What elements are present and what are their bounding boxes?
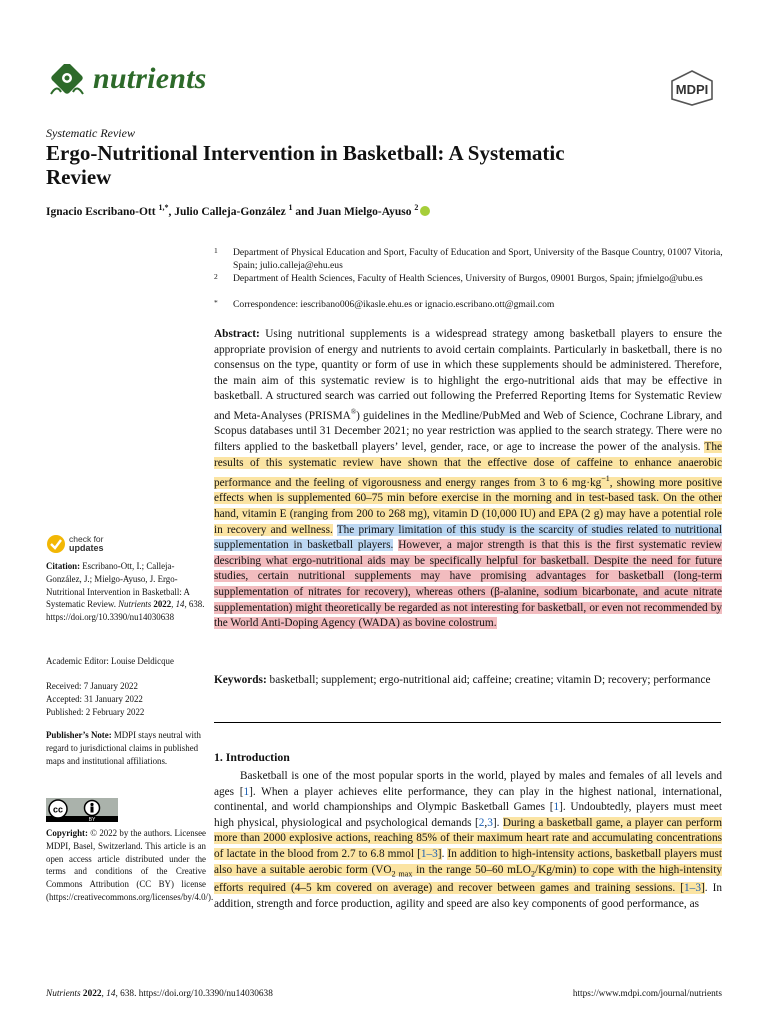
author-affiliation-mark: 2 [414, 203, 419, 212]
journal-name: nutrients [93, 62, 207, 95]
copyright-text: © 2022 by the authors. Licensee MDPI, Basel, Switzerland. This article is an open access article distributed under the terms and conditions of the Creative Commons Attribution (CC BY) license (https://creativecommons.org/licenses/by/4.0/). [46, 828, 214, 902]
body-text: . [441, 847, 448, 860]
check-line-1: check for [69, 534, 104, 544]
citation-doi[interactable]: , 638. https://doi.org/10.3390/nu14030638 [46, 599, 205, 623]
affiliation-number: * [214, 298, 218, 307]
footer-doi[interactable]: , 638. https://doi.org/10.3390/nu14030638 [115, 989, 273, 999]
publisher-note-label: Publisher’s Note: [46, 730, 112, 740]
body-text: Basketball is one of the most popular sports in the world, played by males and females of all levels and ages [ [214, 770, 722, 798]
footer-journal-url[interactable]: https://www.mdpi.com/journal/nutrients [572, 989, 722, 999]
journal-logo-icon [47, 64, 87, 98]
abstract-text: The results of this systematic review have shown that the effective dose of caffeine to enhance anaerobic performance and the feeling of vigorousness and energy ranges from 3 to 6 mg·kg [214, 440, 722, 489]
introduction-paragraph [214, 769, 722, 913]
section-heading: 1. Introduction [214, 750, 290, 764]
citation-label: Citation: [46, 561, 81, 571]
mdpi-logo-icon[interactable] [664, 69, 720, 107]
author-name[interactable]: Juan Mielgo-Ayuso [316, 205, 412, 218]
reference-link[interactable]: 1 [243, 785, 250, 798]
reference-link[interactable]: 3 [487, 816, 493, 829]
highlight-red: However, a major strength is that this is the first systematic review describing what ergo-nutritional aids may be specifically helpful for basketball. Despite the need for future studies, certain nutritional supplements may have promising advantages for basketball (long-term supplementation of nitrates for recovery), whereas others (β-alanine, sodium bicarbonate, and acute nitrate supplementation) might theoretically be regarded as not interesting for basketball, or even not recommended by the World Anti-Doping Agency (WADA) as bovine colostrum. [214, 539, 722, 630]
affiliation-number: 2 [214, 272, 218, 281]
abstract-text: ) guidelines in the Medline/PubMed and Web of Science, Cochrane Library, and Scopus databases until 31 December 2021; no year restriction was applied to the search strategy. There were no filters applied to the basketball players’ level, gender, race, or age to increase the power of the analysis. [214, 409, 722, 453]
publisher-note-text: MDPI stays neutral with regard to jurisdictional claims in published maps and institutional affiliations. [46, 730, 201, 766]
superscript: −1 [601, 474, 610, 484]
body-text: In addition to high-intensity actions, basketball players must also have a suitable aerobic form (VO [214, 847, 723, 876]
keywords [214, 673, 722, 689]
author-affiliation-mark: 1,* [158, 203, 169, 212]
footer-citation [46, 989, 273, 999]
author-affiliation-mark: 1 [288, 203, 293, 212]
subscript: 2 max [391, 868, 413, 878]
registered-mark: ® [350, 407, 357, 416]
body-text: ]. [492, 816, 503, 829]
copyright-label: Copyright: [46, 828, 88, 838]
section-divider [214, 722, 721, 723]
body-text: ] [700, 882, 705, 895]
article-title: Ergo-Nutritional Intervention in Basketball: A Systematic Review [46, 141, 565, 189]
received-date: Received: 7 January 2022 [46, 681, 138, 691]
abstract-text: Using nutritional supplements is a widespread strategy among basketball players to ensure the appropriate provision of energy and nutrients to avoid certain complaints. Particularly in basketball, there is no consensus on the type, quantity or form of use in which these supplements should be administered. Therefore, the main aim of this systematic review is to highlight the ergo-nutritional aids that may be effective in basketball. A structured search was carried out following the Preferred Reporting Items for Systematic Review and Meta-Analyses (PRISMA [214, 328, 722, 422]
body-text: , [484, 816, 488, 829]
author-separator: , [168, 205, 175, 218]
reference-link[interactable]: 1–3 [420, 847, 438, 860]
affiliation-text: Correspondence: iescribano006@ikasle.ehu.es or ignacio.escribano.ott@gmail.com [233, 299, 555, 310]
academic-editor: Academic Editor: Louise Deldicque [46, 656, 174, 666]
svg-text:cc: cc [52, 804, 64, 815]
citation-text: Escribano-Ott, I.; Calleja-González, J.; Mielgo-Ayuso, J. Ergo-Nutritional Intervention in Basketball: A Systematic Review. [46, 561, 190, 610]
abstract-text: , showing more positive effects when is supplemented 60–75 min before exercise in the morning and in test-based task. On the other hand, vitamin E (ranging from 200 to 268 mg), vitamin D (10,000 IU) and EPA (2 g) may have a potential role in recovery and wellness. [214, 476, 722, 536]
body-text: ]. Undoubtedly, players must meet high physical, physiological and psychological demands [ [214, 801, 723, 829]
author-separator: and [292, 205, 317, 218]
highlight-yellow [214, 441, 722, 536]
keywords-text: basketball; supplement; ergo-nutritional aid; caffeine; creatine; vitamin D; recovery; performance [266, 674, 711, 686]
body-text: ] [437, 847, 442, 860]
author-name[interactable]: Ignacio Escribano-Ott [46, 205, 156, 218]
body-text: . In addition, strength and force production, agility and speed are also key components of good performance, as [214, 882, 723, 910]
mdpi-logo-text: MDPI [675, 82, 709, 97]
cc-by-license-icon[interactable] [46, 798, 118, 822]
check-line-2: updates [69, 543, 104, 553]
copyright-notice [46, 827, 214, 904]
abstract-label: Abstract: [214, 328, 260, 340]
check-for-updates-label [69, 535, 104, 553]
cc-by-text: BY [88, 817, 96, 822]
reference-link[interactable]: 2 [478, 816, 485, 829]
abstract [214, 327, 722, 632]
body-text: /Kg/min) to cope with the high-intensity efforts required (4–5 km covered on average) and recover between games and training sessions. [ [214, 863, 723, 895]
citation-journal: Nutrients [118, 599, 152, 610]
check-for-updates-icon [46, 534, 66, 554]
body-text: During a basketball game, a player can perform more than 2000 explosive actions, reaching 85% of their maximum heart rate and accumulating concentrations of lactate in the blood from 2.7 to 6.8 mmol [ [214, 816, 722, 860]
reference-link[interactable]: 1 [553, 801, 560, 814]
reference-link[interactable]: 1–3 [684, 882, 701, 895]
body-text: in the range 50–60 mLO [412, 863, 531, 876]
highlight-blue: The primary limitation of this study is the scarcity of studies related to nutritional supplementation in basketball players. [214, 523, 723, 552]
footer-journal: Nutrients [46, 989, 81, 999]
affiliation-number: 1 [214, 246, 218, 255]
affiliation-text: Department of Physical Education and Sport, Faculty of Education and Sport, University of the Basque Country, 01007 Vitoria, Spain; julio.calleja@ehu.eus [233, 247, 723, 271]
orcid-icon[interactable] [420, 206, 430, 216]
accepted-date: Accepted: 31 January 2022 [46, 694, 143, 704]
body-text: ]. When a player achieves elite performance, they can play in the highest national, international, continental, and world championships and Olympic Basketball Games [ [214, 785, 722, 814]
author-name[interactable]: Julio Calleja-González [174, 205, 286, 218]
publisher-note [46, 729, 206, 767]
citation [46, 560, 206, 624]
affiliation-text: Department of Health Sciences, Faculty of Health Sciences, University of Burgos, 09001 Burgos, Spain; jfmielgo@ubu.es [233, 273, 703, 284]
footer-year: 2022 [80, 989, 102, 999]
citation-volume: , 14 [171, 599, 185, 610]
citation-year: 2022 [151, 599, 172, 610]
article-type: Systematic Review [46, 126, 135, 140]
author-list [46, 203, 430, 218]
subscript: 2 [530, 868, 535, 878]
check-for-updates-button[interactable] [46, 534, 146, 556]
keywords-label: Keywords: [214, 674, 267, 686]
footer-volume: , 14 [101, 989, 116, 999]
published-date: Published: 2 February 2022 [46, 707, 145, 717]
